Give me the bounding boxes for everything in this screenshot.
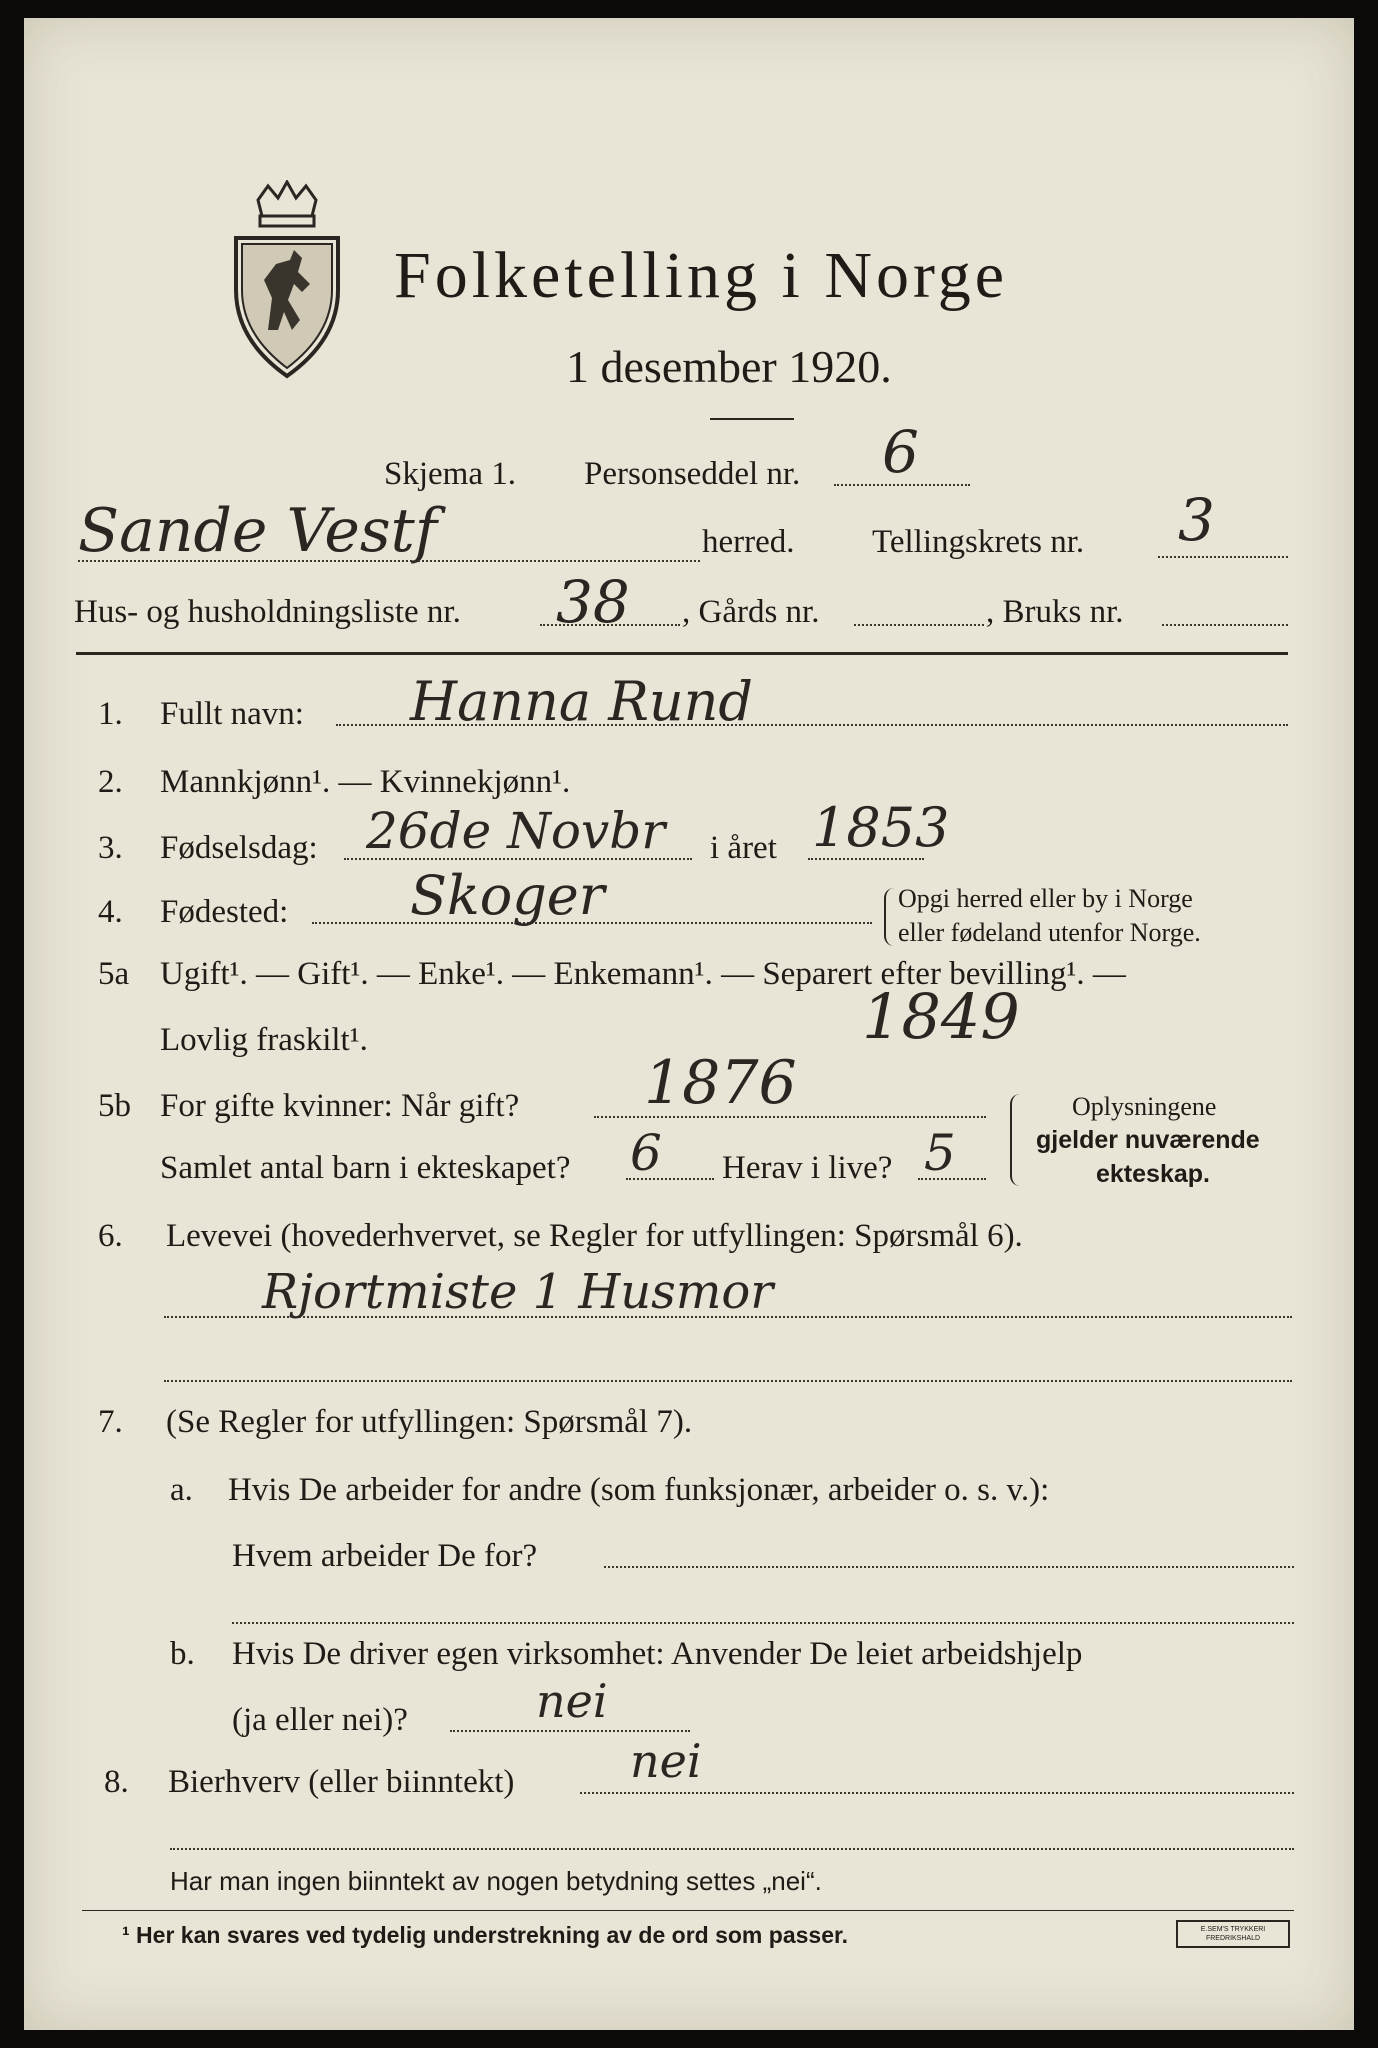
gards-field	[854, 624, 984, 626]
q4-note-line1: Opgi herred eller by i Norge	[898, 884, 1193, 913]
census-date: 1 desember 1920.	[566, 341, 892, 392]
q3-label: Fødselsdag:	[160, 830, 318, 866]
q5b-label1: For gifte kvinner: Når gift?	[160, 1088, 520, 1124]
q5a-number: 5a	[98, 956, 130, 992]
personseddel-value: 6	[882, 418, 919, 486]
q5b-note-line2: gjelder nuværende	[1036, 1126, 1260, 1154]
q5b-number: 5b	[98, 1088, 131, 1124]
form-title: Folketelling i Norge	[394, 239, 1009, 312]
q7a-letter: a.	[170, 1472, 193, 1508]
q2-number: 2.	[98, 764, 123, 800]
q7a-line2: Hvem arbeider De for?	[232, 1538, 538, 1574]
q6-field2	[164, 1380, 1292, 1382]
q7-label: (Se Regler for utfyllingen: Spørsmål 7).	[166, 1404, 693, 1440]
printer-mark: E.SEM'S TRYKKERI FREDRIKSHALD	[1176, 1920, 1290, 1948]
gards-label: , Gårds nr.	[682, 594, 820, 630]
q7b-line1: Hvis De driver egen virksomhet: Anvender De leiet arbeidshjelp	[232, 1636, 1083, 1672]
q5b-label3: Herav i live?	[722, 1150, 893, 1186]
footnote: ¹ Her kan svares ved tydelig understrekning av de ord som passer.	[122, 1922, 849, 1948]
q6-field1	[164, 1316, 1292, 1318]
q3-year-label: i året	[710, 830, 777, 866]
title-divider	[710, 418, 794, 420]
q1-number: 1.	[98, 696, 123, 732]
q5a-line2: Lovlig fraskilt¹.	[160, 1022, 368, 1058]
hus-label: Hus- og husholdningsliste nr.	[74, 594, 461, 630]
header-separator	[76, 652, 1288, 655]
personseddel-label: Personseddel nr.	[584, 456, 801, 492]
q1-value: Hanna Rund	[410, 670, 753, 733]
q6-label: Levevei (hovederhvervet, se Regler for utfyllingen: Spørsmål 6).	[166, 1218, 1023, 1254]
herred-label: herred.	[702, 524, 795, 560]
q7a-line1: Hvis De arbeider for andre (som funksjonær, arbeider o. s. v.):	[228, 1472, 1050, 1508]
q5b-note-line3: ekteskap.	[1096, 1160, 1210, 1188]
footnote-separator	[82, 1910, 1294, 1911]
q6-number: 6.	[98, 1218, 123, 1254]
bruks-field	[1162, 624, 1288, 626]
q8-field2	[170, 1848, 1294, 1850]
q5b-note-line1: Oplysningene	[1072, 1092, 1217, 1121]
tellingskrets-field	[1158, 556, 1288, 558]
q8-label: Bierhverv (eller biinntekt)	[168, 1764, 515, 1800]
herred-value: Sande Vestf	[78, 496, 437, 566]
q5b-value1: 1876	[644, 1048, 797, 1118]
q8-field1	[580, 1792, 1294, 1794]
q7b-field	[450, 1730, 690, 1732]
q5b-value2: 6	[630, 1124, 662, 1182]
q4-note-brace	[884, 888, 896, 946]
q3-year-value: 1853	[812, 796, 950, 859]
q5a-extra-value: 1849	[862, 980, 1020, 1053]
q7a-field1	[604, 1566, 1294, 1568]
q8-value: nei	[630, 1734, 702, 1788]
q4-note-line2: eller fødeland utenfor Norge.	[898, 918, 1201, 947]
q6-value: Rjortmiste 1 Husmor	[262, 1264, 774, 1320]
q4-label: Fødested:	[160, 894, 289, 930]
q4-value: Skoger	[410, 864, 605, 927]
q8-number: 8.	[104, 1764, 129, 1800]
tellingskrets-value: 3	[1178, 486, 1215, 554]
q5a-line1: Ugift¹. — Gift¹. — Enke¹. — Enkemann¹. — Separert efter bevilling¹. —	[160, 956, 1126, 992]
skjema-label: Skjema 1.	[384, 456, 516, 492]
q7-number: 7.	[98, 1404, 123, 1440]
q3-value: 26de Novbr	[366, 802, 666, 860]
q7b-line2: (ja eller nei)?	[232, 1702, 408, 1738]
q2-label: Mannkjønn¹. — Kvinnekjønn¹.	[160, 764, 571, 800]
tellingskrets-label: Tellingskrets nr.	[872, 524, 1085, 560]
q1-label: Fullt navn:	[160, 696, 304, 732]
q7a-field2	[232, 1622, 1294, 1624]
hus-value: 38	[556, 568, 630, 636]
q8-note: Har man ingen biinntekt av nogen betydning settes „nei“.	[170, 1866, 822, 1896]
q4-number: 4.	[98, 894, 123, 930]
bruks-label: , Bruks nr.	[986, 594, 1124, 630]
q7b-value: nei	[536, 1674, 608, 1728]
q5b-note-brace	[1010, 1094, 1024, 1186]
q7b-letter: b.	[170, 1636, 195, 1672]
norway-coat-of-arms-icon	[228, 180, 346, 380]
q5b-label2: Samlet antal barn i ekteskapet?	[160, 1150, 571, 1186]
q3-number: 3.	[98, 830, 123, 866]
herred-field	[78, 560, 700, 562]
q5b-value3: 5	[924, 1124, 956, 1182]
